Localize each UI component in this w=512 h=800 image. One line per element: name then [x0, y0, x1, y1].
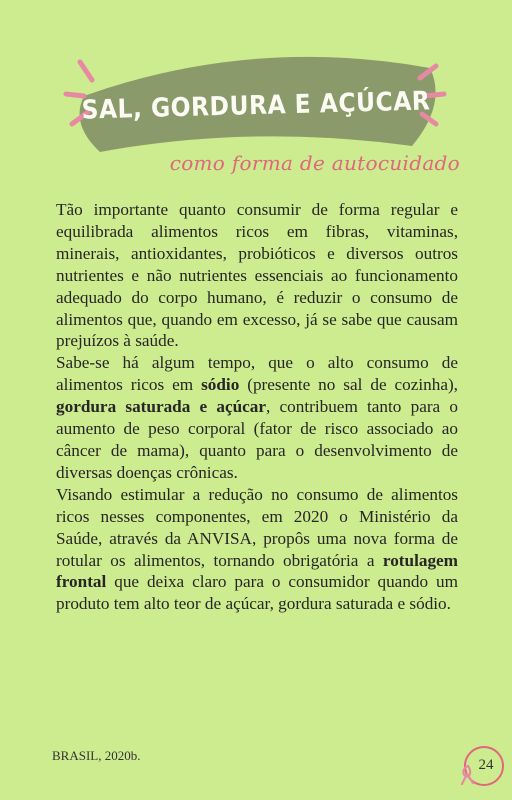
paragraph-2	[56, 352, 458, 483]
page-title: SAL, GORDURA E AÇÚCAR	[81, 86, 431, 126]
text-run: Sabe-se há algum tempo, que o alto consumo de alimentos ricos em	[56, 353, 458, 395]
text-run: Visando estimular a redução no consumo de alimentos ricos nesses componentes, em 2020 o Ministério da Saúde, através da ANVISA, propôs uma nova forma de rotular os alimentos, tornando obrigatória a	[56, 484, 458, 570]
page-number: 24	[478, 757, 494, 773]
bold-text-sodio: sódio	[201, 375, 240, 395]
page-subtitle: como forma de autocuidado	[169, 151, 460, 175]
text-run: (presente no sal de cozinha),	[239, 375, 458, 395]
body-text	[56, 199, 458, 615]
text-run: , contribuem tanto para o aumento de peso corporal (fator de risco associado ao câncer de mama), quanto para o desenvolvimento de diversas doenças crônicas.	[56, 397, 458, 482]
text-run: que deixa claro para o consumidor quando um produto tem alto teor de açúcar, gordura saturada e sódio.	[56, 572, 458, 614]
bold-text-rotulagem: rotulagem frontal	[56, 550, 458, 592]
bold-text-gordura-acucar: gordura saturada e açúcar	[56, 397, 267, 417]
citation: BRASIL, 2020b.	[52, 748, 141, 763]
pink-ribbon-icon	[462, 766, 473, 784]
paragraph-3	[56, 484, 458, 615]
paragraph-1: Tão importante quanto consumir de forma regular e equilibrada alimentos ricos em fibras, vitaminas, minerais, antioxidantes, probióticos e diversos outros nutrientes e não nutrientes essenciais ao funcionamento adequado do corpo humano, é reduzir o consumo de alimentos que, quando em excesso, já se sabe que causam prejuízos à saúde.	[56, 200, 458, 351]
